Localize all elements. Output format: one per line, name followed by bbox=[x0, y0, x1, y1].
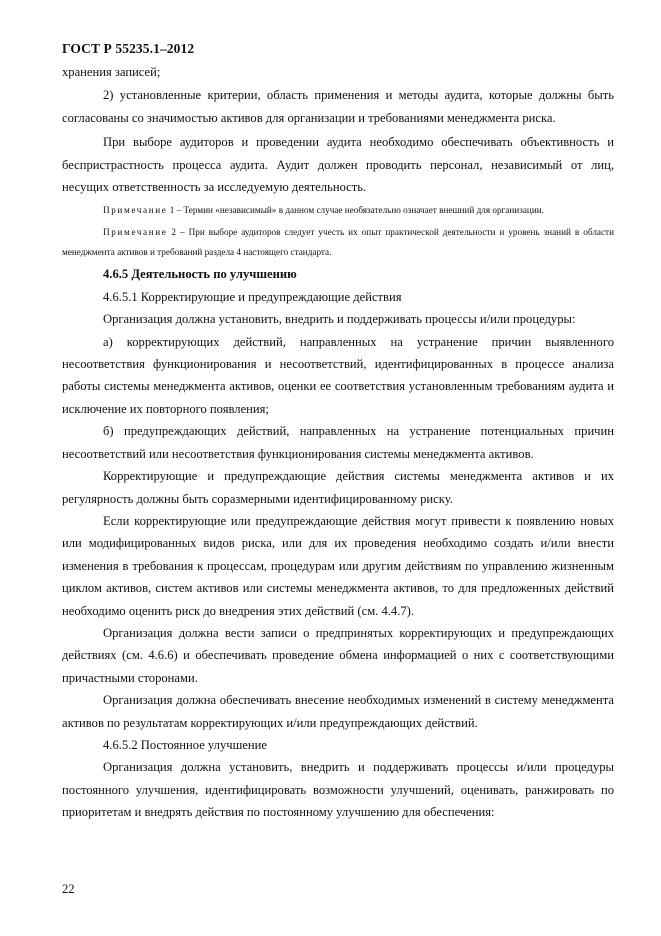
paragraph-continual-improvement: Организация должна установить, внедрить и поддерживать процессы и/или процедуры постоянного улучшения, идентифицировать возможности улучшений, оценивать, ранжировать по приоритетам и внедрять действия по постоянному улучшению для обеспечения: bbox=[62, 760, 614, 820]
paragraph-corrective-preventive: Корректирующие и предупреждающие действия системы менеджмента активов и их регулярность должны быть соразмерными идентифицированному риску. bbox=[62, 469, 614, 506]
note-1-label: Примечание bbox=[103, 205, 168, 216]
note-1-text: 1 – Термин «независимый» в данном случае необязательно означает внешний для организации. bbox=[167, 205, 544, 216]
note-1 bbox=[62, 200, 614, 220]
note-2-text: 2 – При выборе аудиторов следует учесть их опыт практической деятельности и уровень знаний в области менеджмента активов и требований раздела 4 настоящего стандарта. bbox=[62, 227, 614, 258]
list-item-a: а) корректирующих действий, направленных на устранение причин выявленного несоответствия функционирования и несоответствий, идентифицированных в процессе анализа работы системы менеджмента активов, оценки ее соответствия установленным требованиям аудита и исключение их повторного появления; bbox=[62, 334, 614, 416]
paragraph-records: Организация должна вести записи о предпринятых корректирующих и предупреждающих действиях (см. 4.6.6) и обеспечивать проведение обмена информацией о них с соответствующими причастными сторонами. bbox=[62, 625, 614, 685]
note-2-label: Примечание bbox=[103, 227, 168, 238]
note-2 bbox=[62, 222, 614, 262]
paragraph-processes-intro: Организация должна установить, внедрить и поддерживать процессы и/или процедуры: bbox=[103, 312, 576, 327]
section-heading-4-6-5: 4.6.5 Деятельность по улучшению bbox=[103, 267, 297, 282]
subsection-heading-4-6-5-2: 4.6.5.2 Постоянное улучшение bbox=[103, 737, 267, 752]
paragraph-changes: Организация должна обеспечивать внесение необходимых изменений в систему менеджмента активов по результатам корректирующих и/или предупреждающих действий. bbox=[62, 693, 614, 730]
paragraph-item-2: 2) установленные критерии, область применения и методы аудита, которые должны быть согласованы со значимостью активов для организации и требованиями менеджмента риска. bbox=[62, 88, 614, 125]
list-item-b: б) предупреждающих действий, направленных на устранение потенциальных причин несоответствий или несоответствия функционирования системы менеджмента активов. bbox=[62, 424, 614, 461]
page-number: 22 bbox=[62, 882, 75, 896]
paragraph-continuation: хранения записей; bbox=[62, 65, 161, 79]
paragraph-risk-assessment: Если корректирующие или предупреждающие действия могут привести к появлению новых или модифицированных видов риска, или для их проведения необходимо создать и/или внести изменения в требования к процессам, процедурам или другим действиям по управлению жизненным циклом активов, систем активов или системы менеджмента активов, то для предложенных действий необходимо оценить риск до внедрения этих действий (см. 4.4.7). bbox=[62, 513, 614, 618]
paragraph-auditor-selection: При выборе аудиторов и проведении аудита необходимо обеспечивать объективность и беспристрастность процесса аудита. Аудит должен проводить персонал, независимый от лиц, несущих ответственность за исследуемую деятельность. bbox=[62, 135, 614, 195]
page-content bbox=[62, 61, 614, 824]
subsection-heading-4-6-5-1: 4.6.5.1 Корректирующие и предупреждающие действия bbox=[103, 289, 402, 304]
document-header: ГОСТ Р 55235.1–2012 bbox=[62, 41, 195, 56]
